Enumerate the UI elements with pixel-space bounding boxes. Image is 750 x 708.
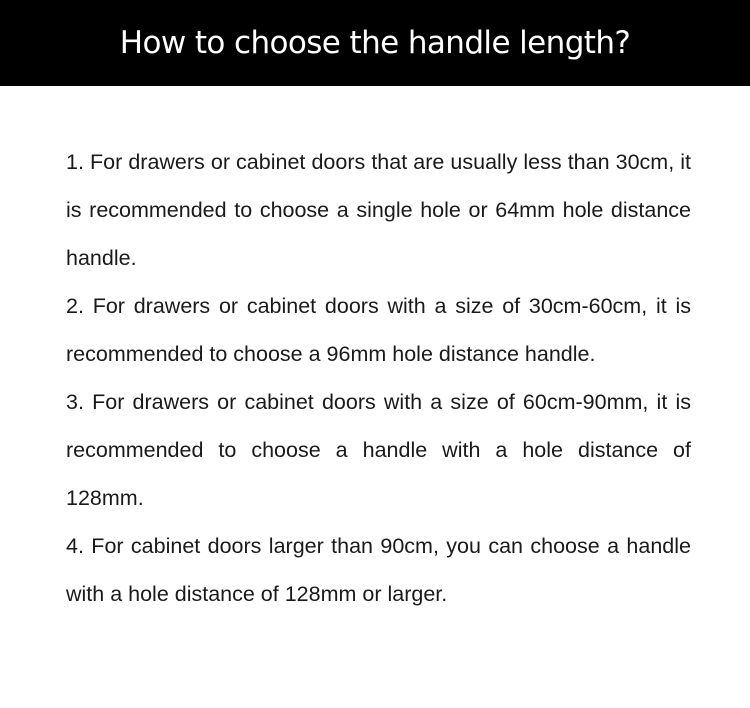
- recommendation-item-3: 3. For drawers or cabinet doors with a size of 60cm-90mm, it is recommended to choose a handle with a hole distance of 128mm.: [66, 390, 691, 510]
- recommendation-item-4: 4. For cabinet doors larger than 90cm, you can choose a handle with a hole distance of 128mm or larger.: [66, 534, 691, 606]
- recommendation-item-1: 1. For drawers or cabinet doors that are usually less than 30cm, it is recommended to choose a single hole or 64mm hole distance handle.: [66, 150, 691, 270]
- title-banner: [0, 0, 750, 86]
- page-title: How to choose the handle length?: [119, 25, 631, 61]
- recommendation-list: [66, 138, 691, 618]
- recommendation-item-2: 2. For drawers or cabinet doors with a size of 30cm-60cm, it is recommended to choose a 96mm hole distance handle.: [66, 294, 691, 366]
